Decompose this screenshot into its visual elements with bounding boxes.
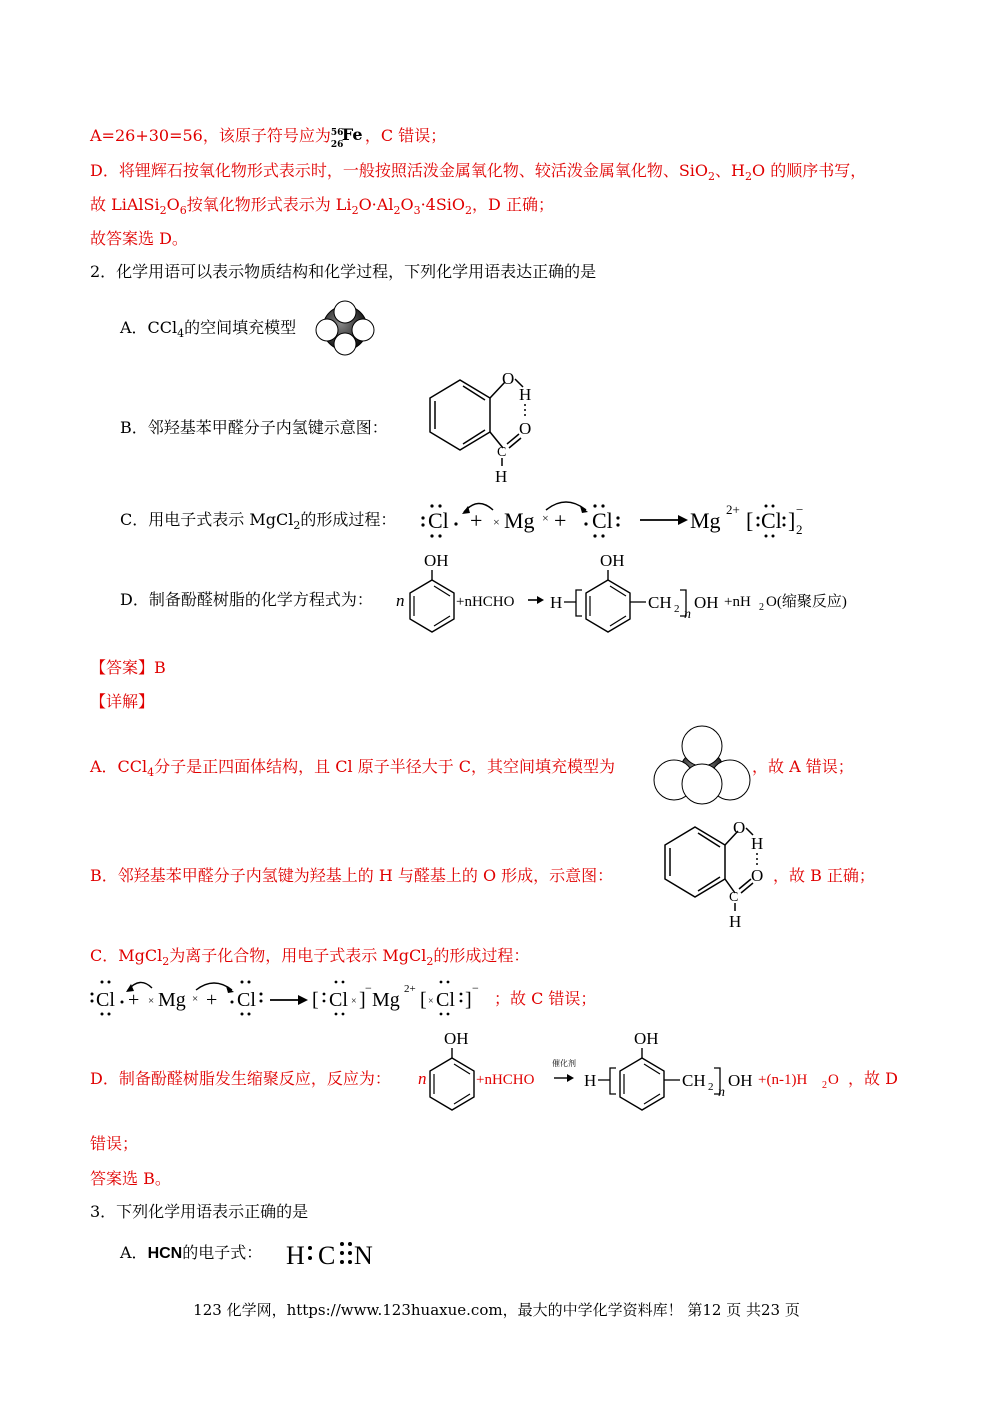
option-d: D．制备酚醛树脂的化学方程式为： [120,590,373,609]
svg-text:O(缩聚反应): O(缩聚反应) [766,594,847,610]
svg-text:n: n [718,1085,725,1100]
option-c: C．用电子式表示 MgCl$_2$的形成过程： [120,510,397,533]
svg-text:O: O [751,866,764,885]
svg-text:+(n-1)H: +(n-1)H [758,1072,808,1088]
explanation-d-cont: 错误； [90,1134,139,1153]
svg-text:OH: OH [600,551,625,570]
explanation-c-end: ；故 C 错误； [494,989,597,1008]
svg-text:OH: OH [694,593,719,612]
hcn-electron-formula [284,1234,394,1274]
svg-text:O: O [828,1072,839,1088]
ccl4-model-large [652,724,752,806]
explanation-d-end: ，故 D [848,1069,898,1088]
phenol-formaldehyde-equation-large [416,1028,876,1120]
svg-text:2+: 2+ [404,983,416,995]
svg-text:×: × [428,996,434,1007]
svg-text:C: C [729,890,739,905]
line-4: 故答案选 D。 [90,229,188,248]
q3-option-a: A．HCN的电子式： [120,1243,263,1262]
svg-text:2: 2 [708,1081,714,1093]
ccl4-model-small [310,300,380,356]
svg-text:Cl: Cl [436,989,455,1011]
svg-text:C: C [318,1241,336,1270]
explanation-a: A．CCl$_4$分子是正四面体结构，且 Cl 原子半径大于 C，其空间填充模型为 [90,757,616,780]
svg-text:2: 2 [759,602,764,613]
svg-text:+: + [554,508,567,533]
svg-text:×: × [351,996,357,1007]
oh-o-label: O [502,370,515,388]
svg-text:2: 2 [822,1080,827,1091]
svg-text:×: × [148,995,155,1007]
question-2: 2．化学用语可以表示物质结构和化学过程，下列化学用语表达正确的是 [90,262,597,281]
svg-text:[: [ [312,989,319,1011]
svg-text:−: − [365,981,372,995]
svg-text:H: H [286,1241,305,1270]
svg-text:H: H [584,1071,597,1090]
option-b: B．邻羟基苯甲醛分子内氢键示意图： [120,418,388,437]
svg-text:Cl: Cl [428,508,449,533]
oh-h-label: H [519,385,532,404]
aldehyde-h-label: H [495,467,508,485]
aldehyde-c-label: C [497,445,507,460]
svg-text:]: ] [788,508,796,533]
svg-text:n: n [396,591,405,610]
line-3: 故 $LiAlSi_2O_6$按氧化物形式表示为 $Li_2O\cdot Al_2O_3\cdot 4SiO_2$，D 正确； [90,195,554,218]
phenol-formaldehyde-equation-small [394,550,874,640]
svg-text:催化剂: 催化剂 [552,1059,576,1068]
svg-text:×: × [192,993,199,1005]
svg-text:OH: OH [424,551,449,570]
svg-text:OH: OH [728,1071,753,1090]
svg-text:×: × [542,511,549,525]
svg-text:2: 2 [674,603,680,615]
final-answer: 答案选 B。 [90,1169,171,1188]
answer-label: 【答案】B [90,658,166,677]
detail-label: 【详解】 [90,692,155,711]
svg-text:N: N [354,1241,373,1270]
svg-text:+: + [470,508,483,533]
svg-text:+nHCHO: +nHCHO [456,594,515,610]
fe-symbol: 56 26 Fe [330,124,363,150]
svg-text:2+: 2+ [726,502,740,517]
svg-text:+: + [206,989,218,1011]
question-3: 3．下列化学用语表示正确的是 [90,1202,309,1221]
svg-text:n: n [684,607,691,622]
svg-text:2: 2 [796,522,803,537]
svg-text:]: ] [359,989,366,1011]
svg-text:Mg: Mg [372,989,400,1011]
svg-text:×: × [493,515,500,529]
svg-text:Cl: Cl [329,989,348,1011]
aldehyde-o-label: O [519,419,532,438]
svg-text:Cl: Cl [96,989,115,1011]
svg-text:CH: CH [682,1071,706,1090]
svg-text:Cl: Cl [592,508,613,533]
svg-text:−: − [796,502,804,517]
svg-text:Mg: Mg [158,989,186,1011]
svg-text:[: [ [420,989,427,1011]
svg-text:OH: OH [444,1029,469,1048]
salicylaldehyde-diagram-large [645,815,785,930]
page-footer: 123 化学网，https://www.123huaxue.com，最大的中学化学资料库！ 第12 页 共23 页 [193,1301,800,1319]
mgcl2-formation-small [418,492,818,542]
svg-text:H: H [729,912,742,930]
line-1: A=26+30=56，该原子符号应为 56 26 Fe ，C 错误； [90,124,447,150]
mgcl2-formation-large [86,974,506,1024]
explanation-d: D．制备酚醛树脂发生缩聚反应，反应为： [90,1069,391,1088]
salicylaldehyde-diagram-small [405,370,555,485]
option-a: A．CCl$_4$的空间填充模型 [120,318,297,341]
svg-text:−: − [472,981,479,995]
line-2: D．将锂辉石按氧化物形式表示时，一般按照活泼金属氧化物、较活泼金属氧化物、SiO$_2$、$H_2O$ 的顺序书写， [90,161,867,184]
svg-text:H: H [751,834,764,853]
svg-text:[: [ [746,508,754,533]
svg-text:]: ] [465,989,472,1011]
svg-text:OH: OH [634,1029,659,1048]
svg-text:+nH: +nH [724,594,751,610]
svg-text:n: n [418,1069,427,1088]
explanation-b-end: ，故 B 正确； [773,866,875,885]
svg-text:Cl: Cl [237,989,256,1011]
svg-text:Mg: Mg [690,508,721,533]
svg-text:+: + [128,989,140,1011]
explanation-c: C．MgCl$_2$为离子化合物，用电子式表示 MgCl$_2$的形成过程： [90,946,530,969]
svg-text:Mg: Mg [504,508,535,533]
explanation-b: B．邻羟基苯甲醛分子内氢键为羟基上的 H 与醛基上的 O 形成，示意图： [90,866,614,885]
svg-text:H: H [550,593,563,612]
svg-text:Cl: Cl [761,508,782,533]
explanation-a-end: ，故 A 错误； [752,757,854,776]
svg-text:+nHCHO: +nHCHO [476,1072,535,1088]
svg-text:CH: CH [648,593,672,612]
svg-text:O: O [733,818,746,837]
